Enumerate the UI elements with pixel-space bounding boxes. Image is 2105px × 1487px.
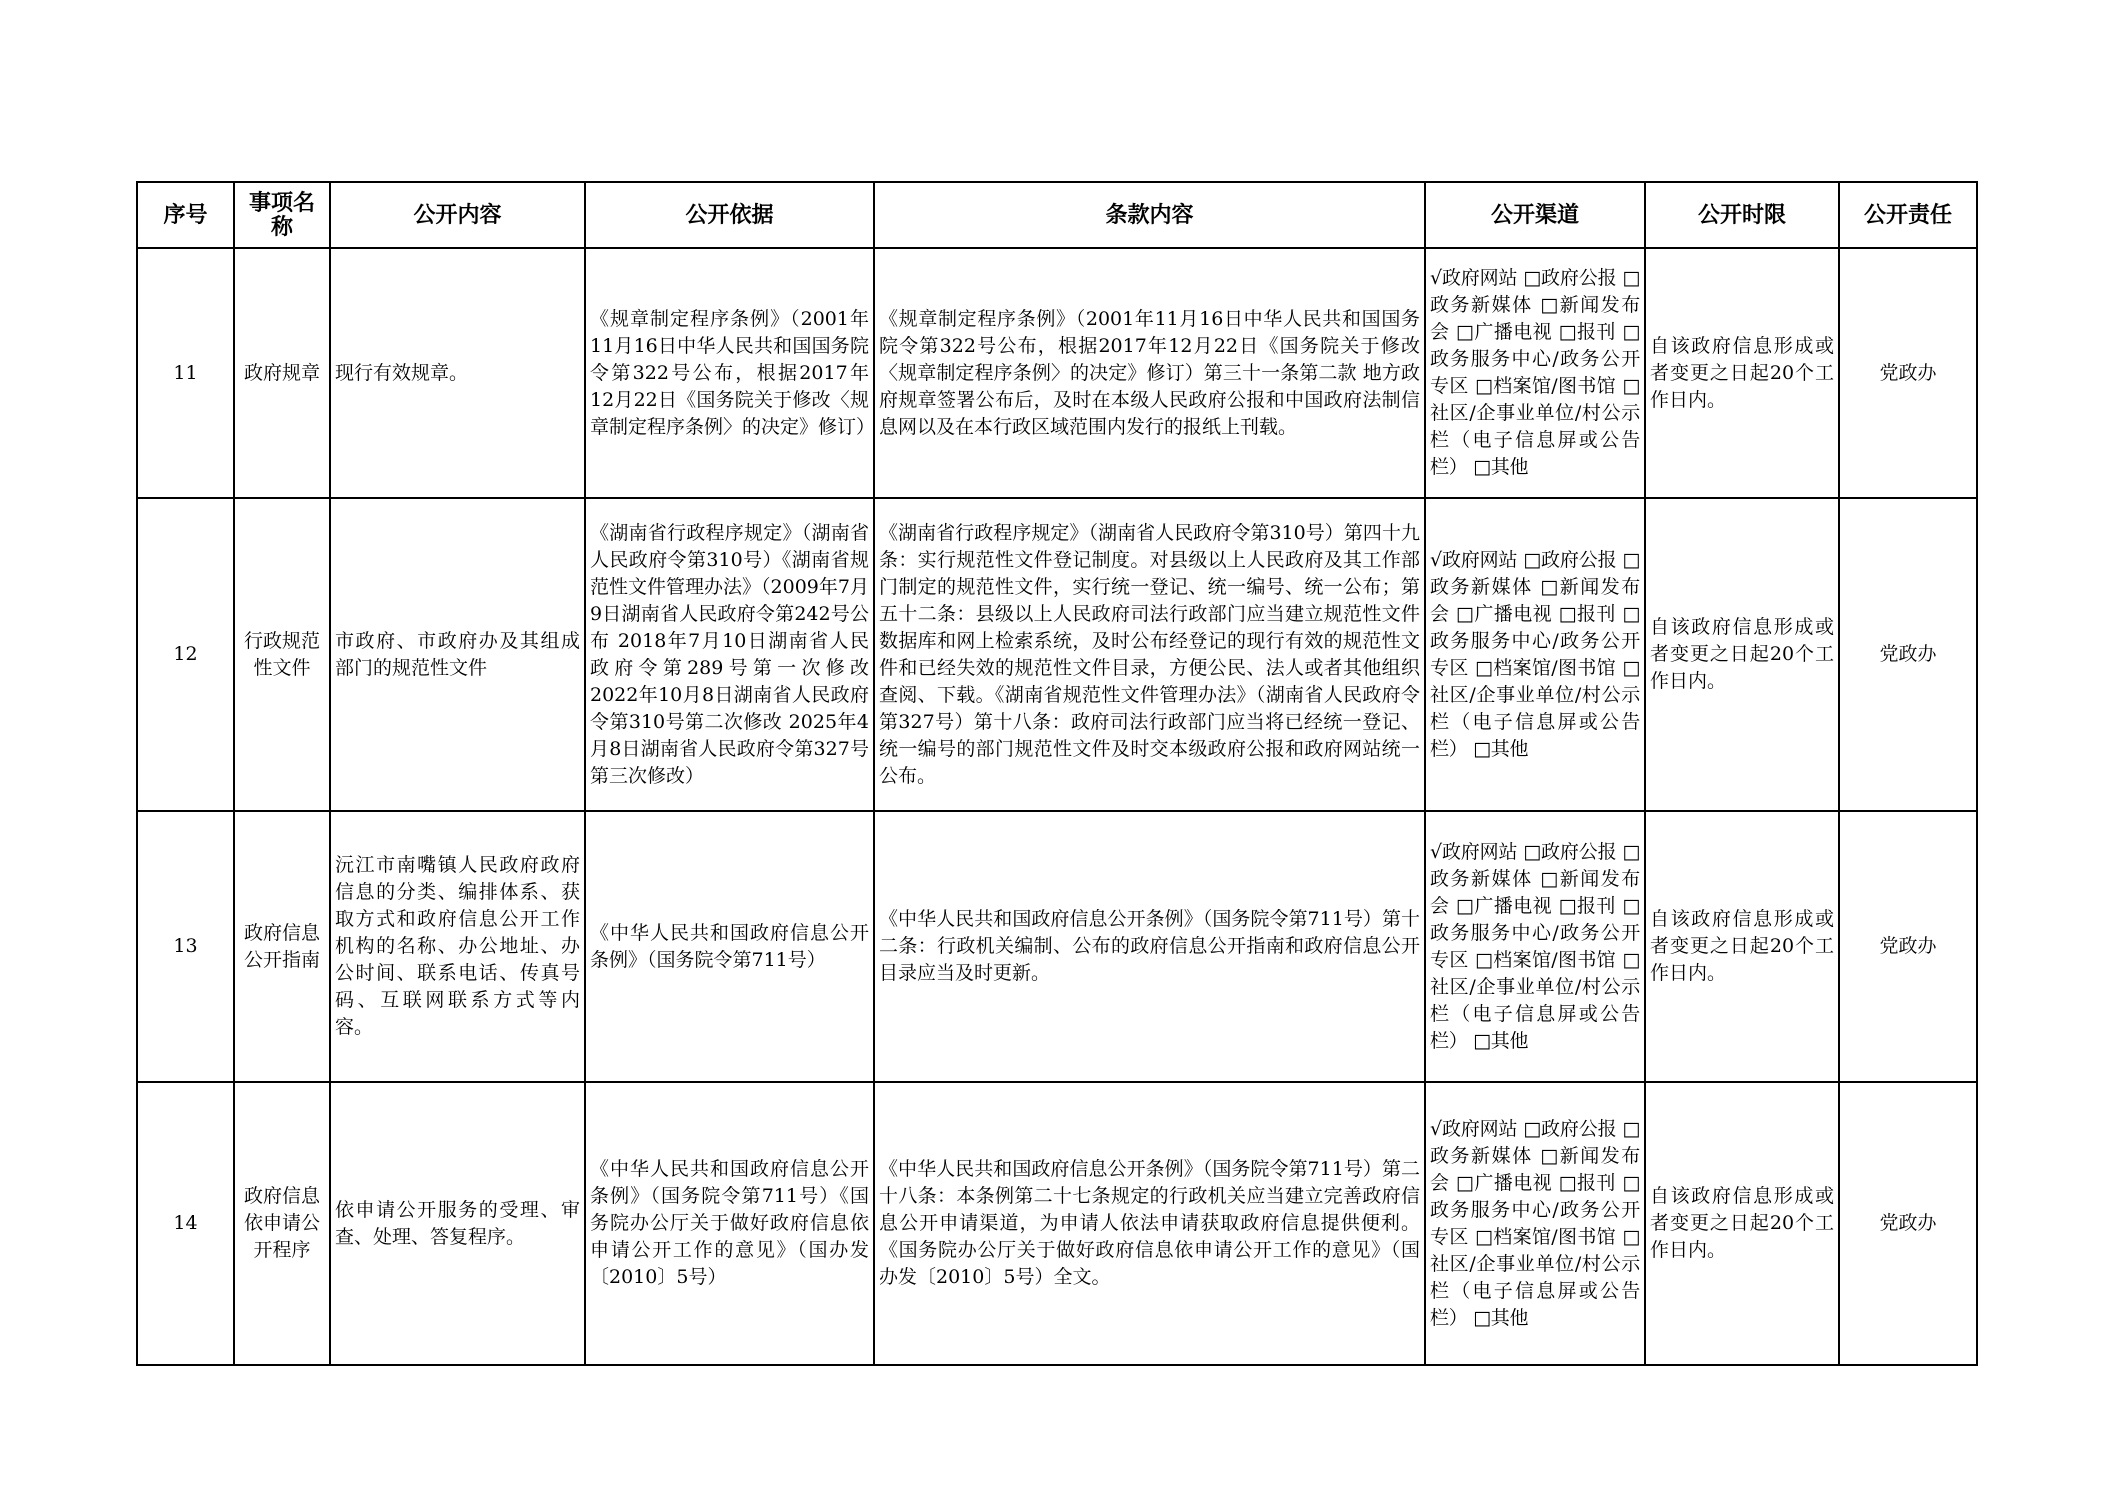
- cell-resp: 党政办: [1839, 248, 1977, 498]
- cell-clause: 《中华人民共和国政府信息公开条例》（国务院令第711号）第二十八条：本条例第二十七条规定的行政机关应当建立完善政府信息公开申请渠道，为申请人依法申请获取政府信息提供便利。《国务院办公厅关于做好政府信息依申请公开工作的意见》（国办发〔2010〕5号）全文。: [874, 1082, 1425, 1365]
- cell-time: 自该政府信息形成或者变更之日起20个工作日内。: [1645, 498, 1839, 811]
- cell-time: 自该政府信息形成或者变更之日起20个工作日内。: [1645, 248, 1839, 498]
- cell-item: 政府规章: [234, 248, 330, 498]
- cell-resp: 党政办: [1839, 498, 1977, 811]
- table-row: [137, 248, 1977, 498]
- header-basis: 公开依据: [585, 182, 874, 248]
- cell-content: 依申请公开服务的受理、审查、处理、答复程序。: [330, 1082, 585, 1365]
- disclosure-table: [136, 181, 1978, 1366]
- cell-clause: 《中华人民共和国政府信息公开条例》（国务院令第711号）第十二条：行政机关编制、公布的政府信息公开指南和政府信息公开目录应当及时更新。: [874, 811, 1425, 1082]
- table-row: [137, 811, 1977, 1082]
- header-time: 公开时限: [1645, 182, 1839, 248]
- cell-channel: √政府网站 □政府公报 □政务新媒体 □新闻发布会 □广播电视 □报刊 □政务服务中心/政务公开专区 □档案馆/图书馆 □社区/企事业单位/村公示栏（电子信息屏或公告栏） □其他: [1425, 498, 1645, 811]
- cell-resp: 党政办: [1839, 1082, 1977, 1365]
- cell-item: 行政规范性文件: [234, 498, 330, 811]
- cell-basis: 《中华人民共和国政府信息公开条例》（国务院令第711号）: [585, 811, 874, 1082]
- cell-content: 现行有效规章。: [330, 248, 585, 498]
- cell-clause: 《湖南省行政程序规定》（湖南省人民政府令第310号）第四十九条：实行规范性文件登记制度。对县级以上人民政府及其工作部门制定的规范性文件，实行统一登记、统一编号、统一公布；第五十二条：县级以上人民政府司法行政部门应当建立规范性文件数据库和网上检索系统，及时公布经登记的现行有效的规范性文件和已经失效的规范性文件目录，方便公民、法人或者其他组织查阅、下载。《湖南省规范性文件管理办法》（湖南省人民政府令第327号）第十八条：政府司法行政部门应当将已经统一登记、统一编号的部门规范性文件及时交本级政府公报和政府网站统一公布。: [874, 498, 1425, 811]
- cell-no: 12: [137, 498, 234, 811]
- header-no: 序号: [137, 182, 234, 248]
- cell-no: 14: [137, 1082, 234, 1365]
- header-item: 事项名称: [234, 182, 330, 248]
- header-resp: 公开责任: [1839, 182, 1977, 248]
- header-channel: 公开渠道: [1425, 182, 1645, 248]
- cell-item: 政府信息公开指南: [234, 811, 330, 1082]
- header-content: 公开内容: [330, 182, 585, 248]
- cell-resp: 党政办: [1839, 811, 1977, 1082]
- cell-no: 11: [137, 248, 234, 498]
- cell-item: 政府信息依申请公开程序: [234, 1082, 330, 1365]
- header-clause: 条款内容: [874, 182, 1425, 248]
- cell-channel: √政府网站 □政府公报 □政务新媒体 □新闻发布会 □广播电视 □报刊 □政务服务中心/政务公开专区 □档案馆/图书馆 □社区/企事业单位/村公示栏（电子信息屏或公告栏） □其他: [1425, 811, 1645, 1082]
- cell-clause: 《规章制定程序条例》（2001年11月16日中华人民共和国国务院令第322号公布，根据2017年12月22日《国务院关于修改〈规章制定程序条例〉的决定》修订）第三十一条第二款 地方政府规章签署公布后，及时在本级人民政府公报和中国政府法制信息网以及在本行政区域范围内发行的报纸上刊载。: [874, 248, 1425, 498]
- cell-basis: 《湖南省行政程序规定》（湖南省人民政府令第310号）《湖南省规范性文件管理办法》（2009年7月9日湖南省人民政府令第242号公布 2018年7月10日湖南省人民政府令第289号第一次修改 2022年10月8日湖南省人民政府令第310号第二次修改 2025年4月8日湖南省人民政府令第327号第三次修改）: [585, 498, 874, 811]
- table-row: [137, 498, 1977, 811]
- cell-time: 自该政府信息形成或者变更之日起20个工作日内。: [1645, 1082, 1839, 1365]
- cell-channel: √政府网站 □政府公报 □政务新媒体 □新闻发布会 □广播电视 □报刊 □政务服务中心/政务公开专区 □档案馆/图书馆 □社区/企事业单位/村公示栏（电子信息屏或公告栏） □其他: [1425, 248, 1645, 498]
- cell-content: 沅江市南嘴镇人民政府政府信息的分类、编排体系、获取方式和政府信息公开工作机构的名称、办公地址、办公时间、联系电话、传真号码、互联网联系方式等内容。: [330, 811, 585, 1082]
- cell-no: 13: [137, 811, 234, 1082]
- cell-time: 自该政府信息形成或者变更之日起20个工作日内。: [1645, 811, 1839, 1082]
- cell-content: 市政府、市政府办及其组成部门的规范性文件: [330, 498, 585, 811]
- header-row: [137, 182, 1977, 248]
- cell-basis: 《规章制定程序条例》（2001年11月16日中华人民共和国国务院令第322号公布，根据2017年12月22日《国务院关于修改〈规章制定程序条例〉的决定》修订）: [585, 248, 874, 498]
- table-row: [137, 1082, 1977, 1365]
- cell-channel: √政府网站 □政府公报 □政务新媒体 □新闻发布会 □广播电视 □报刊 □政务服务中心/政务公开专区 □档案馆/图书馆 □社区/企事业单位/村公示栏（电子信息屏或公告栏） □其他: [1425, 1082, 1645, 1365]
- cell-basis: 《中华人民共和国政府信息公开条例》（国务院令第711号）《国务院办公厅关于做好政府信息依申请公开工作的意见》（国办发〔2010〕5号）: [585, 1082, 874, 1365]
